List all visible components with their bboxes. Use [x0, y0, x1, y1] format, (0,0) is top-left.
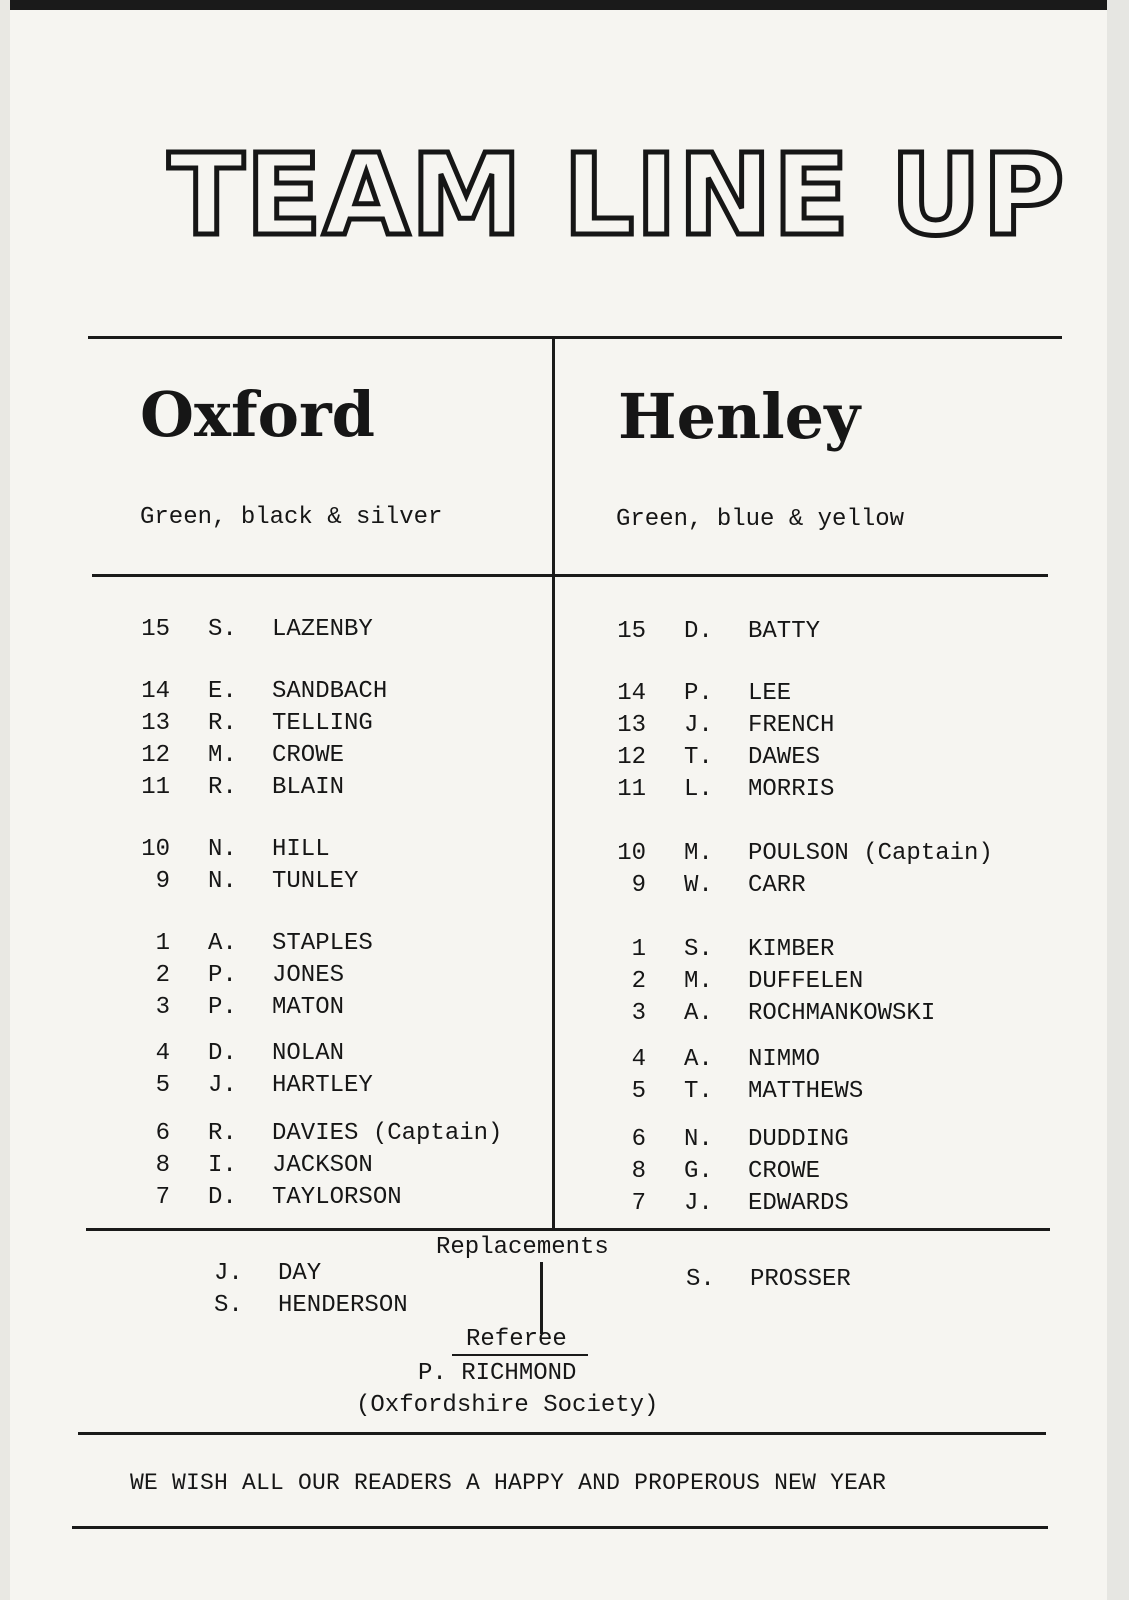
- player-surname: EDWARDS: [748, 1190, 849, 1217]
- player-number: 4: [631, 1046, 646, 1073]
- player-number: 8: [155, 1152, 170, 1179]
- player-initial: S.: [208, 616, 237, 643]
- player-initial: S.: [684, 936, 713, 963]
- page-title: TEAM LINE UP: [168, 131, 1066, 261]
- player-surname: MORRIS: [748, 776, 835, 803]
- player-initial: R.: [208, 774, 237, 801]
- player-initial: P.: [684, 680, 713, 707]
- home-team-name: Oxford: [140, 378, 376, 451]
- player-surname: SANDBACH: [272, 678, 388, 705]
- player-surname: DAWES: [748, 744, 821, 771]
- player-number: 12: [617, 744, 646, 771]
- player-initial: J.: [684, 1190, 713, 1217]
- player-surname: ROCHMANKOWSKI: [748, 1000, 936, 1027]
- player-surname: BLAIN: [272, 774, 345, 801]
- player-initial: N.: [208, 836, 237, 863]
- player-number: 5: [631, 1078, 646, 1105]
- player-surname: LAZENBY: [272, 616, 373, 643]
- player-initial: E.: [208, 678, 237, 705]
- referee-label: Referee: [466, 1326, 567, 1353]
- player-surname: KIMBER: [748, 936, 835, 963]
- player-surname: POULSON (Captain): [748, 840, 993, 867]
- footer-bottom-rule: [72, 1526, 1048, 1529]
- player-number: 10: [617, 840, 646, 867]
- player-number: 7: [631, 1190, 646, 1217]
- home-team-colors: Green, black & silver: [140, 504, 443, 531]
- player-initial: P.: [208, 962, 237, 989]
- player-number: 9: [155, 868, 170, 895]
- center-divider: [552, 336, 555, 1228]
- player-number: 15: [617, 618, 646, 645]
- away-team-name: Henley: [618, 380, 861, 453]
- player-initial: A.: [684, 1000, 713, 1027]
- page-top-edge: [0, 0, 1129, 10]
- player-surname: TELLING: [272, 710, 373, 737]
- player-surname: HARTLEY: [272, 1072, 373, 1099]
- player-number: 6: [631, 1126, 646, 1153]
- page-left-edge: [0, 0, 10, 1600]
- player-surname: MATTHEWS: [748, 1078, 864, 1105]
- referee-label-underline: [452, 1354, 588, 1356]
- player-number: 9: [631, 872, 646, 899]
- player-number: 1: [155, 930, 170, 957]
- player-surname: DAVIES (Captain): [272, 1120, 503, 1147]
- player-initial: L.: [684, 776, 713, 803]
- player-surname: CARR: [748, 872, 806, 899]
- player-number: 4: [155, 1040, 170, 1067]
- header-rule: [88, 336, 1062, 339]
- player-initial: D.: [208, 1040, 237, 1067]
- player-surname: JACKSON: [272, 1152, 373, 1179]
- player-surname: JONES: [272, 962, 345, 989]
- player-number: 11: [617, 776, 646, 803]
- player-number: 3: [631, 1000, 646, 1027]
- player-initial: N.: [208, 868, 237, 895]
- player-surname: BATTY: [748, 618, 821, 645]
- player-initial: R.: [208, 1120, 237, 1147]
- player-surname: NIMMO: [748, 1046, 821, 1073]
- away-team-colors: Green, blue & yellow: [616, 506, 905, 533]
- player-initial: T.: [684, 744, 713, 771]
- player-surname: NOLAN: [272, 1040, 345, 1067]
- referee-name: P. RICHMOND: [418, 1360, 577, 1387]
- player-initial: A.: [684, 1046, 713, 1073]
- player-initial: D.: [684, 618, 713, 645]
- player-surname: TUNLEY: [272, 868, 359, 895]
- player-number: 13: [141, 710, 170, 737]
- player-initial: J.: [214, 1260, 243, 1287]
- player-surname: HILL: [272, 836, 330, 863]
- player-number: 2: [155, 962, 170, 989]
- player-number: 15: [141, 616, 170, 643]
- referee-society: (Oxfordshire Society): [356, 1392, 659, 1419]
- player-initial: D.: [208, 1184, 237, 1211]
- player-surname: CROWE: [748, 1158, 821, 1185]
- player-initial: R.: [208, 710, 237, 737]
- player-surname: STAPLES: [272, 930, 373, 957]
- player-number: 13: [617, 712, 646, 739]
- player-initial: M.: [684, 840, 713, 867]
- colors-rule: [92, 574, 1048, 577]
- player-number: 10: [141, 836, 170, 863]
- player-initial: I.: [208, 1152, 237, 1179]
- player-surname: PROSSER: [750, 1266, 851, 1293]
- footer-greeting: WE WISH ALL OUR READERS A HAPPY AND PROPEROUS NEW YEAR: [130, 1470, 887, 1496]
- player-initial: M.: [208, 742, 237, 769]
- player-number: 1: [631, 936, 646, 963]
- player-initial: W.: [684, 872, 713, 899]
- player-surname: FRENCH: [748, 712, 835, 739]
- player-initial: N.: [684, 1126, 713, 1153]
- lineup-bottom-rule: [86, 1228, 1050, 1231]
- player-number: 6: [155, 1120, 170, 1147]
- player-surname: HENDERSON: [278, 1292, 408, 1319]
- player-number: 14: [617, 680, 646, 707]
- player-initial: J.: [684, 712, 713, 739]
- player-initial: A.: [208, 930, 237, 957]
- player-initial: G.: [684, 1158, 713, 1185]
- player-surname: DUDDING: [748, 1126, 849, 1153]
- player-initial: M.: [684, 968, 713, 995]
- player-initial: P.: [208, 994, 237, 1021]
- player-number: 11: [141, 774, 170, 801]
- replacements-label: Replacements: [436, 1234, 609, 1261]
- player-initial: T.: [684, 1078, 713, 1105]
- player-number: 8: [631, 1158, 646, 1185]
- player-number: 3: [155, 994, 170, 1021]
- footer-top-rule: [78, 1432, 1046, 1435]
- player-surname: CROWE: [272, 742, 345, 769]
- player-number: 2: [631, 968, 646, 995]
- page-right-edge: [1107, 0, 1129, 1600]
- player-number: 5: [155, 1072, 170, 1099]
- player-initial: S.: [686, 1266, 715, 1293]
- player-initial: J.: [208, 1072, 237, 1099]
- player-number: 12: [141, 742, 170, 769]
- player-surname: DUFFELEN: [748, 968, 864, 995]
- replacements-divider: [540, 1262, 543, 1334]
- player-surname: LEE: [748, 680, 792, 707]
- player-surname: TAYLORSON: [272, 1184, 402, 1211]
- player-surname: MATON: [272, 994, 345, 1021]
- player-initial: S.: [214, 1292, 243, 1319]
- player-surname: DAY: [278, 1260, 322, 1287]
- player-number: 14: [141, 678, 170, 705]
- player-number: 7: [155, 1184, 170, 1211]
